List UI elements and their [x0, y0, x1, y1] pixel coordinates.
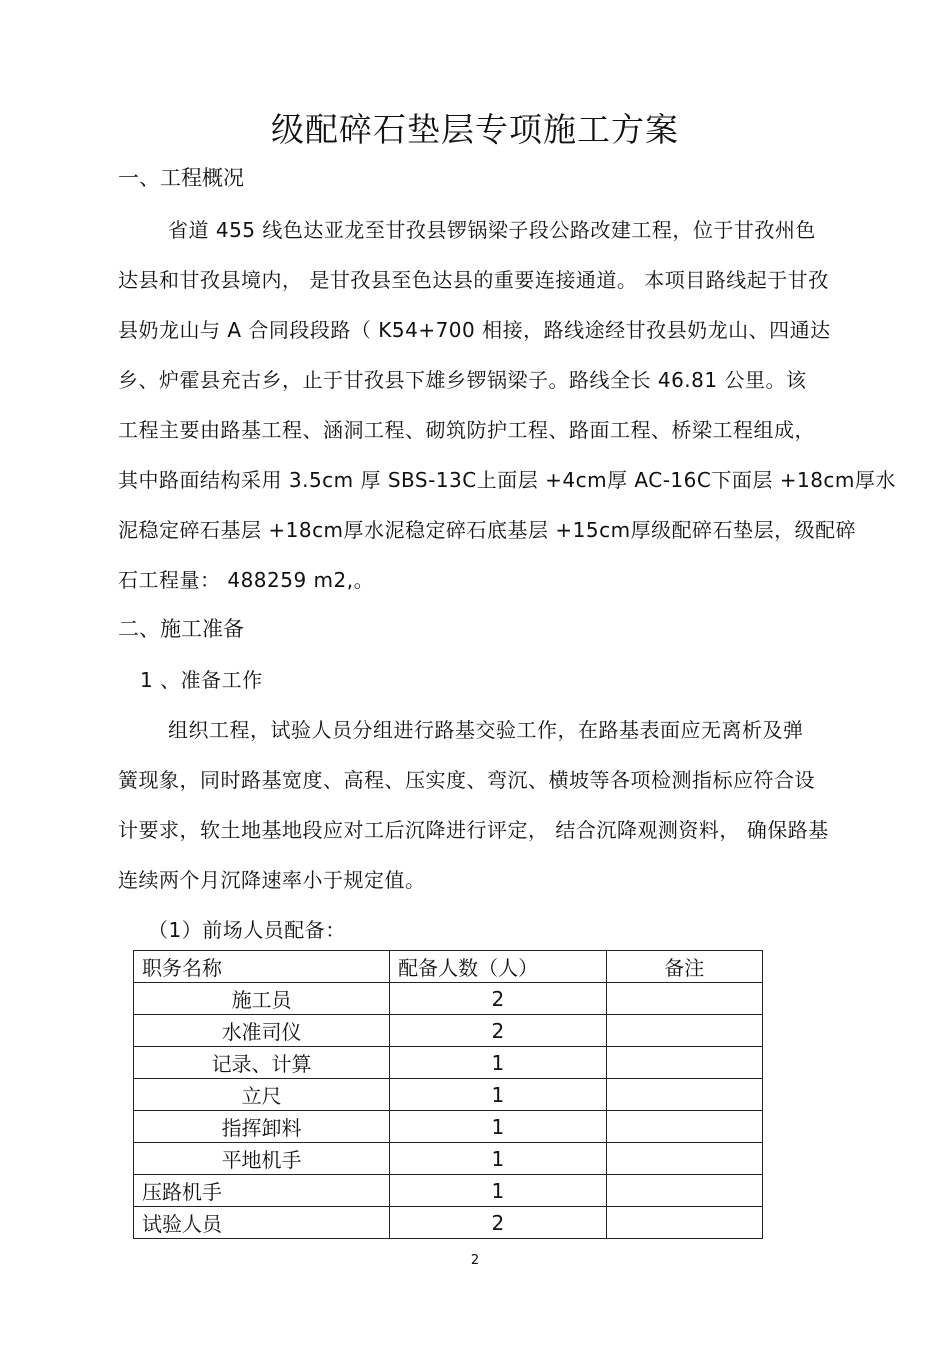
cell-note — [606, 1175, 762, 1207]
section-heading-overview: 一、工程概况 — [118, 166, 244, 190]
cell-count: 1 — [390, 1175, 606, 1207]
paragraph-line: 工程主要由路基工程、涵洞工程、砌筑防护工程、路面工程、桥梁工程组成， — [118, 418, 815, 442]
header-note: 备注 — [606, 951, 762, 983]
cell-note — [606, 1207, 762, 1239]
cell-note — [606, 983, 762, 1015]
cell-role: 记录、计算 — [134, 1047, 390, 1079]
header-role: 职务名称 — [134, 951, 390, 983]
paragraph-line: 组织工程，试验人员分组进行路基交验工作，在路基表面应无离析及弹 — [168, 718, 804, 742]
cell-count: 1 — [390, 1047, 606, 1079]
table-row — [134, 1143, 763, 1175]
cell-note — [606, 1143, 762, 1175]
staff-table — [133, 950, 763, 1239]
cell-note — [606, 1111, 762, 1143]
cell-count: 1 — [390, 1143, 606, 1175]
cell-role: 指挥卸料 — [134, 1111, 390, 1143]
cell-role: 水准司仪 — [134, 1015, 390, 1047]
table-row — [134, 1015, 763, 1047]
cell-note — [606, 1015, 762, 1047]
header-count: 配备人数（人） — [390, 951, 606, 983]
paragraph-line: 泥稳定碎石基层 +18cm厚水泥稳定碎石底基层 +15cm厚级配碎石垫层，级配碎 — [118, 518, 857, 542]
cell-role: 立尺 — [134, 1079, 390, 1111]
paragraph-line: 其中路面结构采用 3.5cm 厚 SBS-13C上面层 +4cm厚 AC-16C下面层 +18cm厚水 — [118, 468, 896, 492]
subsection-heading: 1 、准备工作 — [140, 668, 263, 692]
cell-count: 2 — [390, 1207, 606, 1239]
table-row — [134, 1175, 763, 1207]
table-header-row — [134, 951, 763, 983]
paragraph-line: 县奶龙山与 A 合同段段路（ K54+700 相接，路线途经甘孜县奶龙山、四通达 — [118, 318, 831, 342]
cell-count: 1 — [390, 1079, 606, 1111]
paragraph-line: 簧现象，同时路基宽度、高程、压实度、弯沉、横坡等各项检测指标应符合设 — [118, 768, 815, 792]
cell-count: 2 — [390, 983, 606, 1015]
paragraph-line: 省道 455 线色达亚龙至甘孜县锣锅梁子段公路改建工程，位于甘孜州色 — [168, 218, 816, 242]
cell-role: 压路机手 — [134, 1175, 390, 1207]
page-number: 2 — [470, 1253, 480, 1268]
paragraph-line: 连续两个月沉降速率小于规定值。 — [118, 868, 426, 892]
paragraph-line: 石工程量： 488259 m2,。 — [118, 568, 375, 592]
cell-role: 施工员 — [134, 983, 390, 1015]
cell-role: 试验人员 — [134, 1207, 390, 1239]
cell-note — [606, 1047, 762, 1079]
cell-count: 2 — [390, 1015, 606, 1047]
cell-count: 1 — [390, 1111, 606, 1143]
cell-role: 平地机手 — [134, 1143, 390, 1175]
table-row — [134, 1047, 763, 1079]
paragraph-line: 计要求，软土地基地段应对工后沉降进行评定， 结合沉降观测资料， 确保路基 — [118, 818, 829, 842]
table-row — [134, 1079, 763, 1111]
table-row — [134, 1111, 763, 1143]
cell-note — [606, 1079, 762, 1111]
document-title: 级配碎石垫层专项施工方案 — [271, 110, 679, 149]
table-caption: （1）前场人员配备： — [148, 918, 346, 942]
table-row — [134, 1207, 763, 1239]
paragraph-line: 乡、炉霍县充古乡，止于甘孜县下雄乡锣锅梁子。路线全长 46.81 公里。该 — [118, 368, 807, 392]
table-row — [134, 983, 763, 1015]
paragraph-line: 达县和甘孜县境内， 是甘孜县至色达县的重要连接通道。 本项目路线起于甘孜 — [118, 268, 829, 292]
section-heading-preparation: 二、施工准备 — [118, 617, 244, 641]
